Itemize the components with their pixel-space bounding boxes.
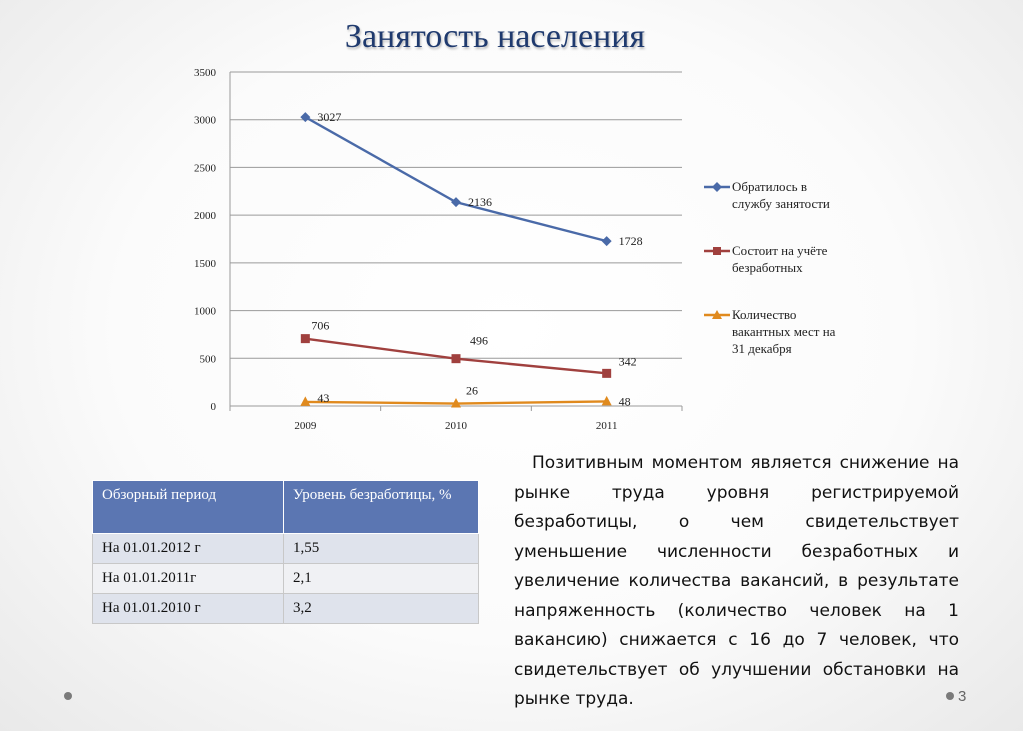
- data-label: 48: [618, 394, 631, 409]
- cell-rate: 2,1: [284, 564, 479, 594]
- data-label: 496: [470, 333, 488, 348]
- cell-period: На 01.01.2010 г: [93, 594, 284, 624]
- cell-rate: 3,2: [284, 594, 479, 624]
- summary-paragraph: Позитивным моментом является снижение на рынке труда уровня регистрируемой безработицы, о чем свидетельствует уменьшение численности безработных и увеличение количества вакансий, в результате напряженность (количество человек на 1 вакансию) снижается с 16 до 7 человек, что свидетельствует об улучшении обстановки на рынке труда.: [514, 453, 959, 709]
- data-point-marker: [451, 197, 461, 207]
- nav-dot-left: [64, 692, 72, 700]
- y-tick-label: 0: [210, 401, 216, 413]
- data-point-marker: [602, 236, 612, 246]
- y-tick-label: 2000: [194, 210, 216, 223]
- legend-label-line: Количество: [732, 307, 797, 322]
- table-row: [93, 534, 479, 564]
- legend-label-line: Обратилось в: [732, 179, 807, 194]
- y-tick-label: 3500: [194, 67, 216, 79]
- data-label: 1728: [618, 234, 643, 249]
- data-label: 43: [317, 390, 330, 405]
- data-point-marker: [300, 112, 310, 122]
- page-number: 3: [958, 688, 967, 705]
- data-label: 26: [466, 383, 478, 398]
- x-tick-label: 2011: [595, 420, 618, 432]
- legend-item: [704, 178, 862, 212]
- cell-rate: 1,55: [284, 534, 479, 564]
- legend-swatch: [704, 178, 730, 192]
- legend-label-line: безработных: [732, 260, 803, 275]
- table-header-row: [93, 481, 479, 534]
- data-label: 706: [311, 318, 330, 333]
- header-unemployment-rate: Уровень безработицы, %: [284, 481, 479, 534]
- legend-label: [732, 306, 862, 357]
- nav-dot-right: [946, 692, 954, 700]
- data-point-marker: [602, 369, 611, 378]
- y-tick-label: 500: [199, 353, 216, 366]
- legend-swatch: [704, 242, 730, 256]
- series-line: [305, 117, 606, 241]
- y-tick-label: 1000: [194, 305, 216, 318]
- legend-label-line: службу занятости: [732, 196, 830, 211]
- y-tick-label: 3000: [194, 114, 216, 127]
- cell-period: На 01.01.2011г: [93, 564, 284, 594]
- data-label: 2136: [468, 195, 492, 210]
- data-point-marker: [452, 354, 461, 363]
- table-row: [93, 564, 479, 594]
- header-period: Обзорный период: [93, 481, 284, 534]
- x-tick-label: 2010: [445, 420, 467, 432]
- y-tick-label: 2500: [194, 162, 216, 175]
- legend-label: [732, 242, 862, 276]
- legend-item: [704, 242, 862, 276]
- legend-swatch: [704, 306, 730, 320]
- legend-label-line: вакантных мест на: [732, 324, 836, 339]
- data-label: 342: [618, 354, 637, 369]
- data-point-marker: [301, 334, 310, 343]
- slide-title: Занятость населения: [344, 18, 646, 55]
- legend-label-line: Состоит на учёте: [732, 243, 828, 258]
- cell-period: На 01.01.2012 г: [93, 534, 284, 564]
- legend-label: [732, 178, 862, 212]
- table-row: [93, 594, 479, 624]
- legend-item: [704, 306, 862, 357]
- y-tick-label: 1500: [194, 257, 216, 270]
- legend-label-line: 31 декабря: [732, 341, 792, 356]
- x-tick-label: 2009: [294, 420, 317, 432]
- unemployment-table: [92, 480, 479, 624]
- data-label: 3027: [317, 110, 342, 125]
